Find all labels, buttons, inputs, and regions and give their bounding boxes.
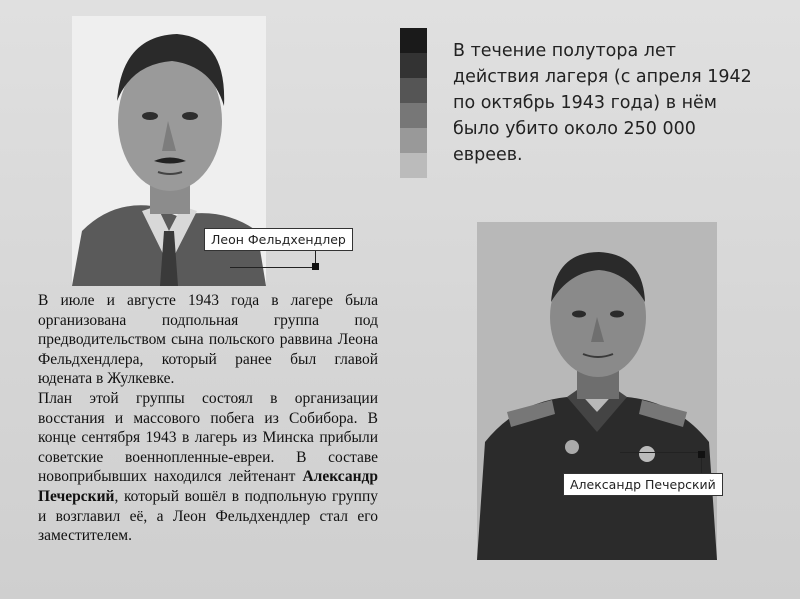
text-span: , который вошёл в подпольную группу и возглавил её, а Леон Фельдхендлер стал его заместителем. [38, 487, 378, 545]
paragraph [38, 389, 378, 546]
pechersky-name: Александр Печерский [38, 468, 378, 505]
swatch [400, 53, 427, 78]
text-span: План этой группы состоял в организации восстания и массового побега из Собибора. В конце сентября 1943 в лагерь из Минска прибыли советские военнопленные-евреи. В составе новоприбывших находился лейтенант [38, 389, 378, 486]
caption-feldhendler: Леон Фельдхендлер [204, 228, 353, 251]
caption-leader-line [620, 452, 702, 453]
swatch [400, 153, 427, 178]
grayscale-swatches [400, 28, 427, 178]
caption-leader-dot [312, 263, 319, 270]
caption-pechersky: Александр Печерский [563, 473, 723, 496]
swatch [400, 128, 427, 153]
swatch [400, 28, 427, 53]
summary-quote: В течение полутора лет действия лагеря (с апреля 1942 по октябрь 1943 года) в нём было убито около 250 000 евреев. [453, 41, 752, 165]
caption-leader-line [230, 267, 316, 268]
body-text [38, 291, 378, 546]
paragraph: В июле и августе 1943 года в лагере была организована подпольная группа под предводительством сына польского раввина Леона Фельдхендлера, который ранее был главой юдената в Жулкевке. [38, 292, 378, 388]
swatch [400, 103, 427, 128]
swatch [400, 78, 427, 103]
pechersky-portrait [477, 222, 717, 560]
caption-leader-dot [698, 451, 705, 458]
